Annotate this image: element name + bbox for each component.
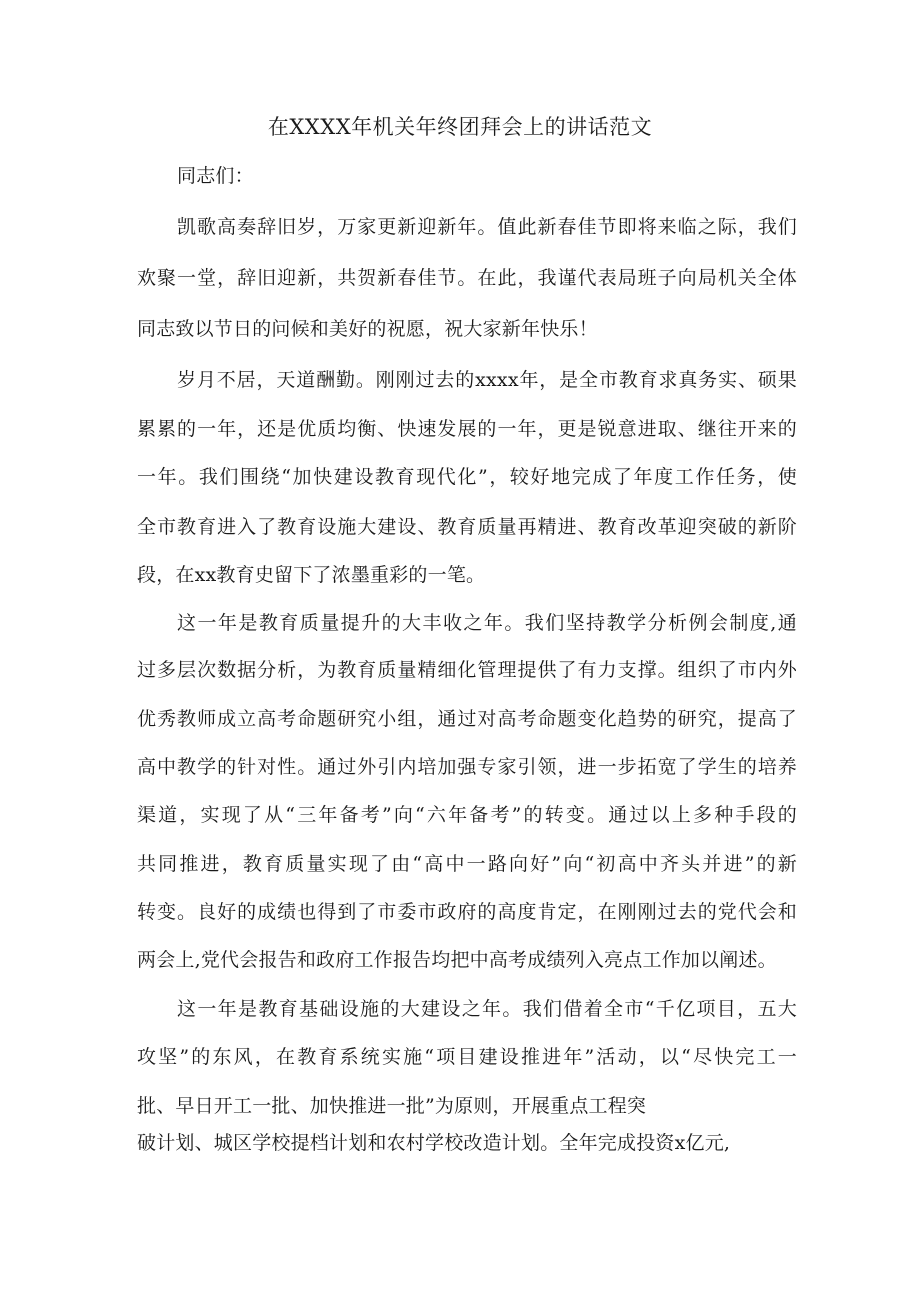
paragraph-2-line-1: 岁月不居，天道酬勤。刚刚过去的xxxx年，是全市教育求真务实、硕果 [177,369,797,391]
paragraph-1-line-1: 凯歌高奏辞旧岁，万家更新迎新年。值此新春佳节即将来临之际，我们 [177,216,797,238]
paragraph-3-line-1: 这一年是教育质量提升的大丰收之年。我们坚持教学分析例会制度,通 [177,612,797,634]
paragraph-4-line-4: 破计划、城区学校提档计划和农村学校改造计划。全年完成投资x亿元, [137,1132,731,1154]
document-title: 在XXXX年机关年终团拜会上的讲话范文 [267,115,653,139]
paragraph-3-line-5: 渠道，实现了从“三年备考”向“六年备考”的转变。通过以上多种手段的 [137,804,797,826]
paragraph-3-line-3: 优秀教师成立高考命题研究小组，通过对高考命题变化趋势的研究，提高了 [137,708,797,730]
salutation: 同志们： [177,165,254,187]
paragraph-4-line-2: 攻坚”的东风，在教育系统实施“项目建设推进年”活动，以“尽快完工一 [137,1046,797,1068]
paragraph-3-line-2: 过多层次数据分析，为教育质量精细化管理提供了有力支撑。组织了市内外 [137,659,797,681]
paragraph-3-line-4: 高中教学的针对性。通过外引内培加强专家引领，进一步拓宽了学生的培养 [137,756,797,778]
paragraph-2-line-3: 一年。我们围绕“加快建设教育现代化”，较好地完成了年度工作任务，使 [137,466,797,488]
paragraph-2-line-5: 段，在xx教育史留下了浓墨重彩的一笔。 [137,564,486,586]
paragraph-4-line-3: 批、早日开工一批、加快推进一批”为原则，开展重点工程突 [137,1095,647,1117]
paragraph-2-line-4: 全市教育进入了教育设施大建设、教育质量再精进、教育改革迎突破的新阶 [137,516,797,538]
paragraph-1-line-2: 欢聚一堂，辞旧迎新，共贺新春佳节。在此，我谨代表局班子向局机关全体 [137,267,797,289]
paragraph-1-line-3: 同志致以节日的问候和美好的祝愿，祝大家新年快乐！ [137,318,598,340]
paragraph-3-line-7: 转变。良好的成绩也得到了市委市政府的高度肯定，在刚刚过去的党代会和 [137,901,797,923]
paragraph-3-line-8: 两会上,党代会报告和政府工作报告均把中高考成绩列入亮点工作加以阐述。 [137,949,777,971]
paragraph-3-line-6: 共同推进，教育质量实现了由“高中一路向好”向“初高中齐头并进”的新 [137,853,797,875]
paragraph-4-line-1: 这一年是教育基础设施的大建设之年。我们借着全市“千亿项目，五大 [177,998,797,1020]
paragraph-2-line-2: 累累的一年，还是优质均衡、快速发展的一年，更是锐意进取、继往开来的 [137,418,797,440]
